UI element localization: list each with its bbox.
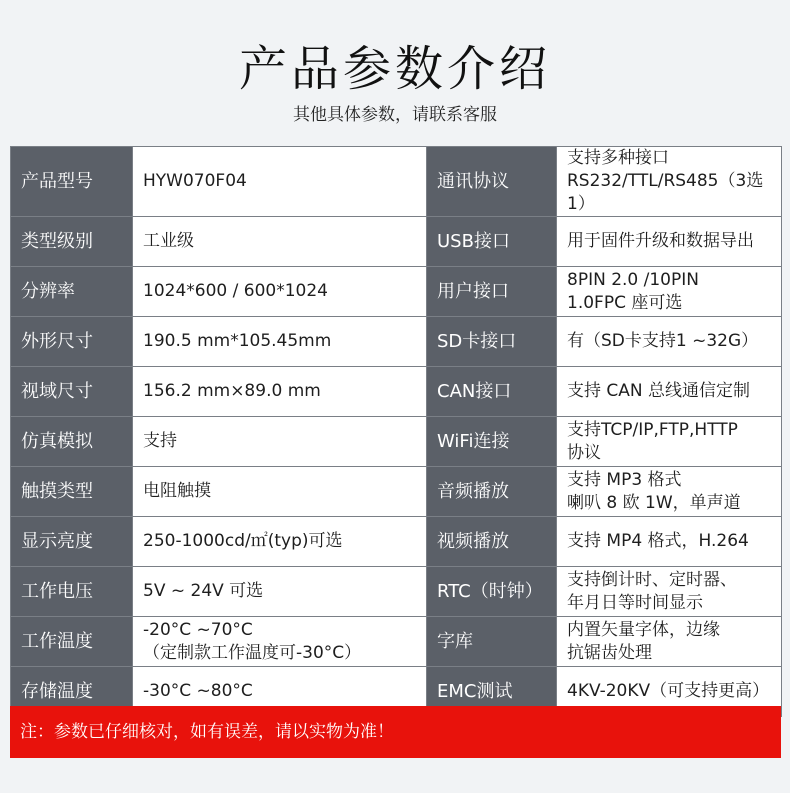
- spec-value: [133, 517, 427, 567]
- spec-value: [133, 417, 427, 467]
- page-title: 产品参数介绍: [238, 41, 551, 97]
- spec-row: [11, 517, 782, 567]
- spec-row: [11, 417, 782, 467]
- spec-label: 仿真模拟: [11, 417, 133, 467]
- spec-row: [11, 317, 782, 367]
- spec-label: 分辨率: [11, 267, 133, 317]
- spec-value-line: 190.5 mm*105.45mm: [143, 331, 332, 351]
- spec-label: 视频播放: [427, 517, 557, 567]
- spec-value-line: HYW070F04: [143, 171, 247, 191]
- spec-value-line: 协议: [567, 442, 601, 463]
- page-subtitle: 其他具体参数，请联系客服: [293, 105, 497, 125]
- spec-value-line: 年月日等时间显示: [567, 592, 703, 613]
- spec-value: [133, 147, 427, 217]
- spec-value: [557, 267, 782, 317]
- spec-label: 音频播放: [427, 467, 557, 517]
- spec-value-line: 1024*600 / 600*1024: [143, 281, 328, 301]
- spec-value-line: 5V ~ 24V 可选: [143, 581, 264, 601]
- spec-value-line: -30°C ~80°C: [143, 681, 253, 701]
- spec-value-line: 支持TCP/IP,FTP,HTTP: [567, 419, 738, 440]
- spec-label: 工作温度: [11, 617, 133, 667]
- spec-value-line: （定制款工作温度可-30°C）: [143, 642, 362, 663]
- spec-row: [11, 367, 782, 417]
- spec-label: 外形尺寸: [11, 317, 133, 367]
- spec-value: [133, 317, 427, 367]
- spec-row: [11, 147, 782, 217]
- spec-label: 字库: [427, 617, 557, 667]
- spec-value-line: 用于固件升级和数据导出: [567, 231, 754, 251]
- spec-value: [557, 417, 782, 467]
- spec-value-line: 支持: [143, 431, 177, 451]
- spec-row: [11, 267, 782, 317]
- spec-label: 触摸类型: [11, 467, 133, 517]
- spec-value-line: 8PIN 2.0 /10PIN: [567, 269, 699, 290]
- spec-row: [11, 617, 782, 667]
- spec-value: [133, 267, 427, 317]
- spec-value-line: 支持多种接口: [567, 148, 669, 168]
- spec-value-line: 支持 CAN 总线通信定制: [567, 381, 751, 401]
- spec-value-line: 内置矢量字体，边缘: [567, 619, 720, 640]
- spec-label: 视域尺寸: [11, 367, 133, 417]
- spec-value-line: 抗锯齿处理: [567, 642, 652, 663]
- spec-label: 用户接口: [427, 267, 557, 317]
- spec-value: [133, 367, 427, 417]
- spec-value-line: 喇叭 8 欧 1W，单声道: [567, 492, 741, 513]
- spec-row: [11, 467, 782, 517]
- spec-value-line: -20°C ~70°C: [143, 619, 253, 640]
- spec-label: CAN接口: [427, 367, 557, 417]
- spec-value-line: 电阻触摸: [143, 481, 211, 501]
- spec-value-line: 156.2 mm×89.0 mm: [143, 381, 321, 401]
- spec-value: [557, 617, 782, 667]
- spec-value-line: RS232/TTL/RS485（3选1）: [567, 171, 764, 214]
- spec-table-body: [11, 147, 782, 717]
- spec-label: SD卡接口: [427, 317, 557, 367]
- spec-value-line: 1.0FPC 座可选: [567, 292, 683, 313]
- spec-label: 工作电压: [11, 567, 133, 617]
- spec-value: [557, 567, 782, 617]
- spec-value: [133, 467, 427, 517]
- spec-value-line: 支持 MP4 格式，H.264: [567, 531, 749, 551]
- spec-value: [557, 317, 782, 367]
- spec-value-line: 工业级: [143, 231, 194, 251]
- spec-label: 显示亮度: [11, 517, 133, 567]
- spec-label: USB接口: [427, 217, 557, 267]
- spec-value: [557, 517, 782, 567]
- spec-value: [133, 217, 427, 267]
- spec-label: 类型级别: [11, 217, 133, 267]
- spec-row: [11, 567, 782, 617]
- spec-table: [10, 146, 782, 717]
- spec-label: WiFi连接: [427, 417, 557, 467]
- spec-value-line: 有（SD卡支持1 ~32G）: [567, 331, 759, 351]
- spec-value: [557, 217, 782, 267]
- spec-row: [11, 217, 782, 267]
- spec-label: RTC（时钟）: [427, 567, 557, 617]
- spec-label: 通讯协议: [427, 147, 557, 217]
- spec-value: [133, 617, 427, 667]
- spec-value: [557, 147, 782, 217]
- spec-value-line: 支持 MP3 格式: [567, 469, 682, 490]
- spec-label: 产品型号: [11, 147, 133, 217]
- spec-label: EMC测试: [427, 667, 557, 717]
- spec-value-line: 4KV-20KV（可支持更高）: [567, 681, 770, 701]
- spec-value: [557, 367, 782, 417]
- spec-value: [557, 467, 782, 517]
- spec-value-line: 支持倒计时、定时器、: [567, 569, 737, 590]
- spec-value-line: 250-1000cd/㎡(typ)可选: [143, 531, 343, 551]
- spec-label: 存储温度: [11, 667, 133, 717]
- spec-value: [133, 567, 427, 617]
- disclaimer-note: 注：参数已仔细核对，如有误差，请以实物为准！: [10, 706, 781, 758]
